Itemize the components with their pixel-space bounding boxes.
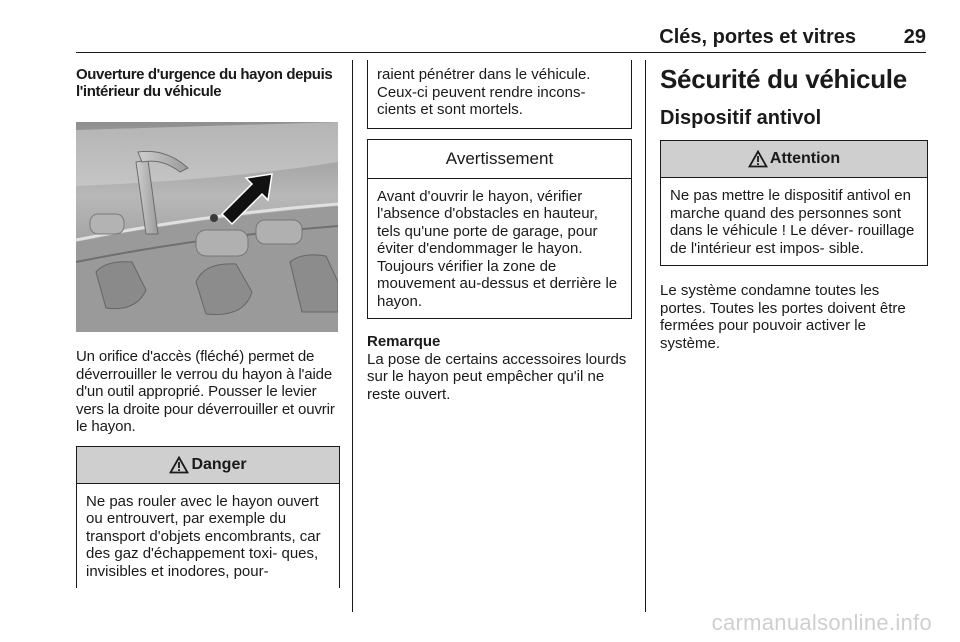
attention-box [660,140,928,266]
warning-triangle-icon [169,456,189,474]
header-rule [76,52,926,53]
danger-box-continued [367,60,632,129]
column-1 [76,66,340,588]
danger-header [77,447,339,484]
attention-text: Ne pas mettre le dispositif antivol en marche quand des personnes sont dans le véhicule ! Le déver- rouillage de l'intérieur est impos- sible. [670,187,915,257]
warning-header [368,140,631,179]
warning-text: Avant d'ouvrir le hayon, vérifier l'absence d'obstacles en hauteur, tels qu'une porte de garage, pour éviter d'endommager le hayon. Toujours vérifier la zone de mouvement au-dessus et derrière le hayon. [377,187,618,310]
page-number: 29 [903,26,926,48]
section-subheading: Ouverture d'urgence du hayon depuis l'intérieur du véhicule [76,66,333,100]
column-divider-1 [352,60,353,612]
tailgate-interior-photo [76,122,338,332]
warning-triangle-icon [748,150,768,168]
danger-title: Danger [191,455,247,473]
column-2 [367,60,632,403]
warning-title: Avertissement [445,148,554,168]
section-subheading-antitheft: Dispositif antivol [660,107,822,129]
danger-text-continued: raient pénétrer dans le véhicule. Ceux-ci peuvent rendre incons- cients et sont mortels. [377,66,591,118]
danger-box [76,446,340,589]
danger-text: Ne pas rouler avec le hayon ouvert ou entrouvert, par exemple du transport d'objets encombrants, car des gaz d'échappement toxi- ques, invisibles et inodores, pour- [86,492,321,580]
attention-title: Attention [769,150,841,168]
chapter-title: Clés, portes et vitres [659,26,856,48]
antitheft-description: Le système condamne toutes les portes. Toutes les portes doivent être fermées pour pouvoir activer le système. [660,282,906,352]
section-heading: Sécurité du véhicule [660,64,907,94]
attention-header [661,141,927,178]
column-divider-2 [645,60,646,612]
unlock-instructions: Un orifice d'accès (fléché) permet de déverrouiller le verrou du hayon à l'aide d'un outil approprié. Pousser le levier vers la droite pour déverrouiller et ouvrir le hayon. [76,348,335,435]
column-3 [660,64,928,352]
note-title: Remarque [367,333,441,350]
watermark: carmanualsonline.info [711,610,932,635]
warning-box [367,139,632,320]
page-header [76,26,926,56]
note-text: La pose de certains accessoires lourds sur le hayon peut empêcher qu'il ne reste ouvert. [367,350,627,403]
